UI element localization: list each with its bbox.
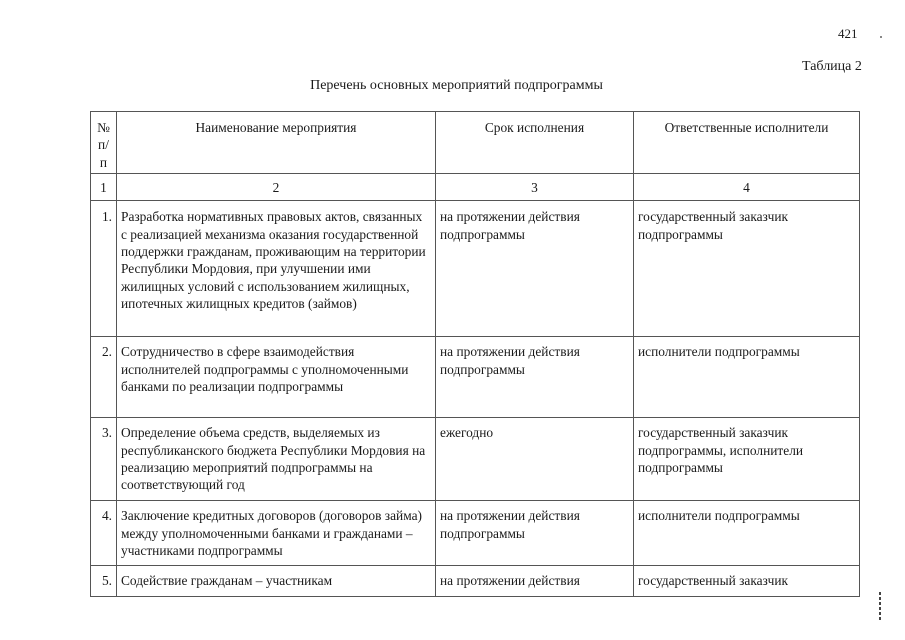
measure-responsible: государственный заказчик [634, 566, 860, 597]
measure-name: Заключение кредитных договоров (договоров займа) между уполномоченными банками и гражданами – участниками подпрограммы [117, 501, 436, 566]
measure-responsible: государственный заказчик подпрограммы, исполнители подпрограммы [634, 418, 860, 501]
measure-responsible: исполнители подпрограммы [634, 501, 860, 566]
measure-responsible: исполнители подпрограммы [634, 337, 860, 418]
measure-name: Разработка нормативных правовых актов, связанных с реализацией механизма оказания государственной поддержки гражданам, проживающим на территории Республики Мордовия, при улучшении ими жилищных условий с использованием жилищных, ипотечных жилищных кредитов (займов) [117, 201, 436, 337]
column-number-row [91, 174, 860, 201]
measure-term: на протяжении действия подпрограммы [436, 337, 634, 418]
scan-margin-marks [878, 590, 882, 630]
measure-name: Сотрудничество в сфере взаимодействия исполнителей подпрограммы с уполномоченными банками по реализации подпрограммы [117, 337, 436, 418]
table-row [91, 501, 860, 566]
column-number: 3 [436, 174, 634, 201]
row-number: 4. [91, 501, 117, 566]
column-number: 1 [91, 174, 117, 201]
measure-name: Содействие гражданам – участникам [117, 566, 436, 597]
table-row [91, 337, 860, 418]
header-measure-name: Наименование мероприятия [117, 112, 436, 174]
measure-term: ежегодно [436, 418, 634, 501]
table-row [91, 566, 860, 597]
table-header-row [91, 112, 860, 174]
table-label: Таблица 2 [802, 59, 862, 74]
table-row [91, 418, 860, 501]
measure-term: на протяжении действия подпрограммы [436, 501, 634, 566]
table-row [91, 201, 860, 337]
measure-name: Определение объема средств, выделяемых из республиканского бюджета Республики Мордовия на реализацию мероприятий подпрограммы на соответствующий год [117, 418, 436, 501]
column-number: 4 [634, 174, 860, 201]
row-number: 5. [91, 566, 117, 597]
header-term: Срок исполнения [436, 112, 634, 174]
measure-term: на протяжении действия подпрограммы [436, 201, 634, 337]
row-number: 3. [91, 418, 117, 501]
measure-term: на протяжении действия [436, 566, 634, 597]
header-responsible: Ответственные исполнители [634, 112, 860, 174]
page-number: 421 [838, 26, 858, 41]
header-number: № п/п [91, 112, 117, 174]
measures-table [90, 111, 860, 597]
scan-speck [880, 36, 882, 38]
row-number: 1. [91, 201, 117, 337]
measure-responsible: государственный заказчик подпрограммы [634, 201, 860, 337]
document-title: Перечень основных мероприятий подпрограммы [310, 78, 603, 93]
row-number: 2. [91, 337, 117, 418]
column-number: 2 [117, 174, 436, 201]
